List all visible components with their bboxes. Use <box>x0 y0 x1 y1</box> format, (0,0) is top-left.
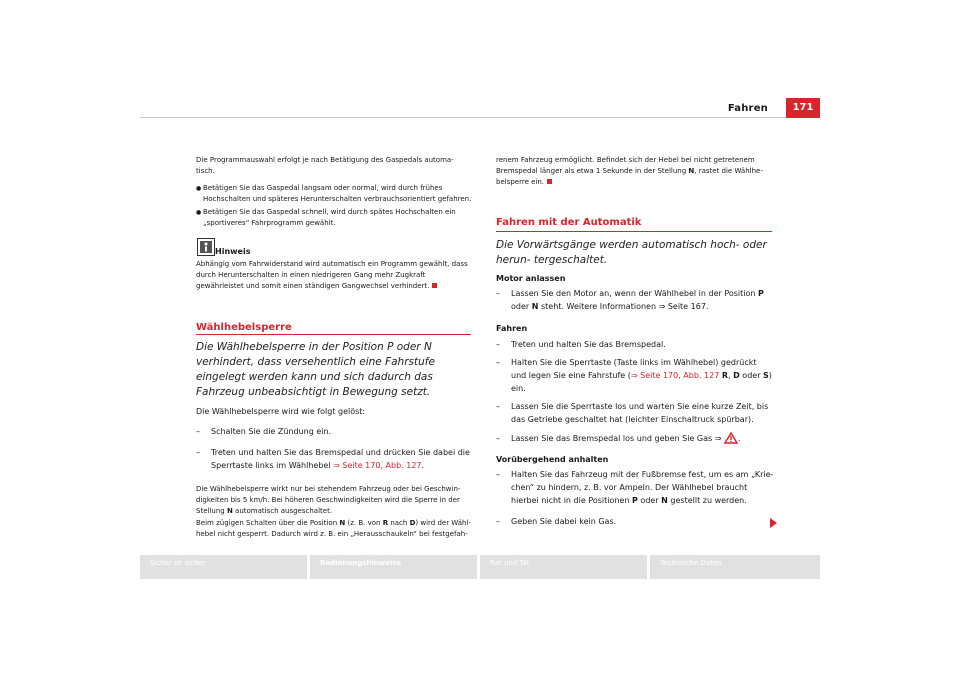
step-item: – Schalten Sie die Zündung ein. <box>196 427 332 436</box>
section-title: Wählhebelsperre <box>196 322 292 333</box>
step-text: Treten und halten Sie das Bremspedal und drücken Sie dabei die Sperrtaste links im Wählhebel ⇒ Seite 170, Abb. 127. <box>211 448 470 470</box>
subheading: Motor anlassen <box>496 274 566 283</box>
section-lead: Die Vorwärtsgänge werden automatisch hoch- oder herun- tergeschaltet. <box>496 239 767 266</box>
bullet-icon: ● <box>196 209 202 216</box>
step-item: – Halten Sie das Fahrzeug mit der Fußbremse fest, um es am „Krie- chen“ zu hindern, z. B. vor Ampeln. Der Wählhebel braucht hierbei nicht in die Positionen P oder N gestellt zu werden. <box>496 470 774 505</box>
note-text: Abhängig vom Fahrwiderstand wird automatisch ein Programm gewählt, dass durch Herunterschalten in einen niedrigeren Gang mehr Zugkraft gewährleistet und somit einen ständigen Gangwechsel verhindert. <box>196 260 468 291</box>
step-text: Schalten Sie die Zündung ein. <box>211 427 332 436</box>
note-title: Hinweis <box>215 247 251 256</box>
release-intro: Die Wählhebelsperre wird wie folgt gelöst: <box>196 407 366 416</box>
bullet-text: Betätigen Sie das Gaspedal schnell, wird durch spätes Hochschalten ein „sportiveres“ Fahrprogramm gewählt. <box>203 208 456 228</box>
section-title: Fahren mit der Automatik <box>496 217 642 228</box>
intro-text: Die Programmauswahl erfolgt je nach Betätigung des Gaspedals automa- tisch. <box>196 156 454 176</box>
page-number: 171 <box>786 98 820 118</box>
step-item: – Geben Sie dabei kein Gas. <box>496 517 617 526</box>
subheading: Fahren <box>496 324 528 333</box>
page-reference-link[interactable]: Seite 170, Abb. 127 <box>640 371 720 380</box>
section-lead: Die Wählhebelsperre in der Position P oder N verhindert, dass versehentlich eine Fahrstufe eingelegt werden kann und sich dadurch das Fahrzeug unbeabsichtigt in Bewegung setzt. <box>196 341 435 398</box>
step-item: – Lassen Sie die Sperrtaste los und warten Sie eine kurze Zeit, bis das Getriebe geschaltet hat (leichter Einschaltruck spürbar). <box>496 402 769 424</box>
bullet-item <box>196 207 474 229</box>
next-page-arrow-icon[interactable] <box>770 518 777 528</box>
footer-tab-technical-data[interactable]: Technische Daten <box>650 555 820 579</box>
continued-text: renem Fahrzeug ermöglicht. Befindet sich der Hebel bei nicht getretenem Bremspedal länger als etwa 1 Sekunde in der Stellung N, rastet die Wählhe- belsperre ein. <box>496 156 763 187</box>
subheading: Vorübergehend anhalten <box>496 455 609 464</box>
footer-tab-safety[interactable]: Sicher ist sicher <box>140 555 307 579</box>
step-item: – Treten und halten Sie das Bremspedal und drücken Sie dabei die Sperrtaste links im Wählhebel ⇒ Seite 170, Abb. 127. <box>196 446 474 472</box>
footer-tab-operation[interactable]: Bedienungshinweise <box>310 555 477 579</box>
step-item: – Lassen Sie den Motor an, wenn der Wählhebel in der Position P oder N steht. Weitere Informationen ⇒ Seite 167. <box>496 289 764 311</box>
step-item: – Lassen Sie das Bremspedal los und geben Sie Gas ⇒ . <box>496 432 774 448</box>
chapter-title: Fahren <box>727 103 768 114</box>
section-rule <box>196 334 471 335</box>
warning-triangle-icon <box>724 432 738 448</box>
page-reference-link[interactable]: Seite 170, Abb. 127 <box>342 461 422 470</box>
step-item: – Halten Sie die Sperrtaste (Taste links im Wählhebel) gedrückt und legen Sie eine Fahrstufe (⇒ Seite 170, Abb. 127 R, D oder S) ein. <box>496 358 772 393</box>
section-end-square-icon <box>432 283 437 288</box>
info-note-icon <box>197 238 215 260</box>
bullet-text: Betätigen Sie das Gaspedal langsam oder normal, wird durch frühes Hochschalten und späteres Herunterschalten verbrauchsorientiert gefahren. <box>203 184 472 204</box>
paragraph: Beim zügigen Schalten über die Position N (z. B. von R nach D) wird der Wähl- hebel nicht gesperrt. Dadurch wird z. B. ein „Herausschaukeln“ bei festgefah- <box>196 519 471 539</box>
section-end-square-icon <box>547 179 552 184</box>
paragraph: Die Wählhebelsperre wirkt nur bei stehendem Fahrzeug oder bei Geschwin- digkeiten bis 5 km/h. Bei höheren Geschwindigkeiten wird die Sperre in der Stellung N automatisch ausgeschaltet. <box>196 485 461 516</box>
section-rule <box>496 231 772 232</box>
step-item: – Treten und halten Sie das Bremspedal. <box>496 340 666 349</box>
bullet-icon: ● <box>196 185 202 192</box>
header-rule <box>140 117 820 118</box>
bullet-item <box>196 183 474 205</box>
footer-tab-tips[interactable]: Rat und Tat <box>480 555 647 579</box>
